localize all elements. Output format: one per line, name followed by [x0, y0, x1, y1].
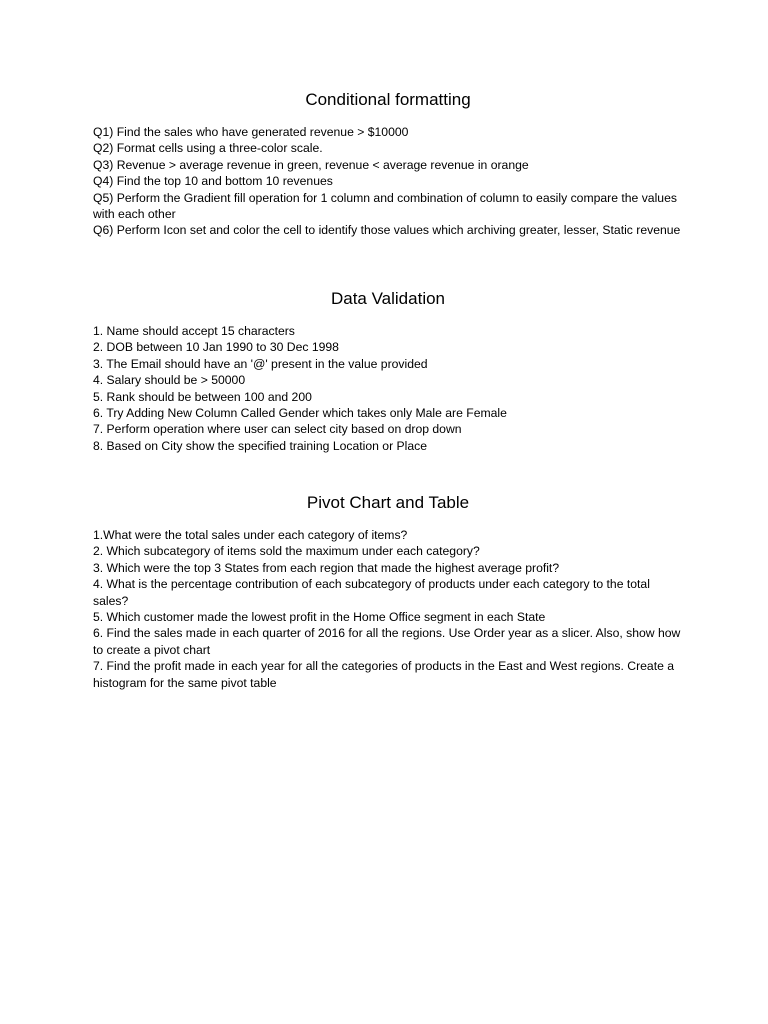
list-item: 4. Salary should be > 50000 [93, 373, 246, 388]
list-item: 5. Rank should be between 100 and 200 [93, 389, 312, 404]
list-item: 2. Which subcategory of items sold the maximum under each category? [93, 544, 480, 559]
list-item: Q6) Perform Icon set and color the cell to identify those values which archiving greater, lesser, Static revenue [93, 223, 681, 238]
question-list [93, 527, 683, 691]
list-item: Q3) Revenue > average revenue in green, revenue < average revenue in orange [93, 157, 529, 172]
question-list [93, 323, 683, 454]
section-heading: Data Validation [330, 289, 446, 308]
list-item: 1.What were the total sales under each category of items? [93, 528, 408, 542]
list-item: 6. Find the sales made in each quarter of 2016 for all the regions. Use Order year as a slicer. Also, show how to create a pivot chart [93, 626, 681, 657]
section-pivot-chart-and-table [93, 493, 683, 691]
list-item: 5. Which customer made the lowest profit in the Home Office segment in each State [93, 610, 546, 625]
list-item: 7. Perform operation where user can select city based on drop down [93, 422, 462, 437]
section-heading: Pivot Chart and Table [306, 493, 470, 512]
list-item: 7. Find the profit made in each year for all the categories of products in the East and West regions. Create a histogram for the same pivot table [93, 659, 675, 690]
list-item: 3. The Email should have an '@' present in the value provided [93, 356, 428, 371]
question-list [93, 124, 683, 239]
list-item: 1. Name should accept 15 characters [93, 324, 295, 338]
list-item: Q2) Format cells using a three-color scale. [93, 141, 323, 156]
list-item: Q1) Find the sales who have generated revenue > $10000 [93, 125, 409, 139]
list-item: 6. Try Adding New Column Called Gender which takes only Male are Female [93, 406, 507, 421]
list-item: 8. Based on City show the specified training Location or Place [93, 438, 427, 453]
list-item: 4. What is the percentage contribution of each subcategory of products under each category to the total sales? [93, 577, 650, 608]
list-item: Q4) Find the top 10 and bottom 10 revenues [93, 174, 333, 189]
list-item: 3. Which were the top 3 States from each region that made the highest average profit? [93, 560, 560, 575]
section-data-validation [93, 289, 683, 454]
list-item: 2. DOB between 10 Jan 1990 to 30 Dec 1998 [93, 340, 339, 355]
section-conditional-formatting [93, 90, 683, 239]
section-heading: Conditional formatting [305, 90, 471, 109]
list-item: Q5) Perform the Gradient fill operation for 1 column and combination of column to easily compare the values with each other [93, 190, 677, 222]
